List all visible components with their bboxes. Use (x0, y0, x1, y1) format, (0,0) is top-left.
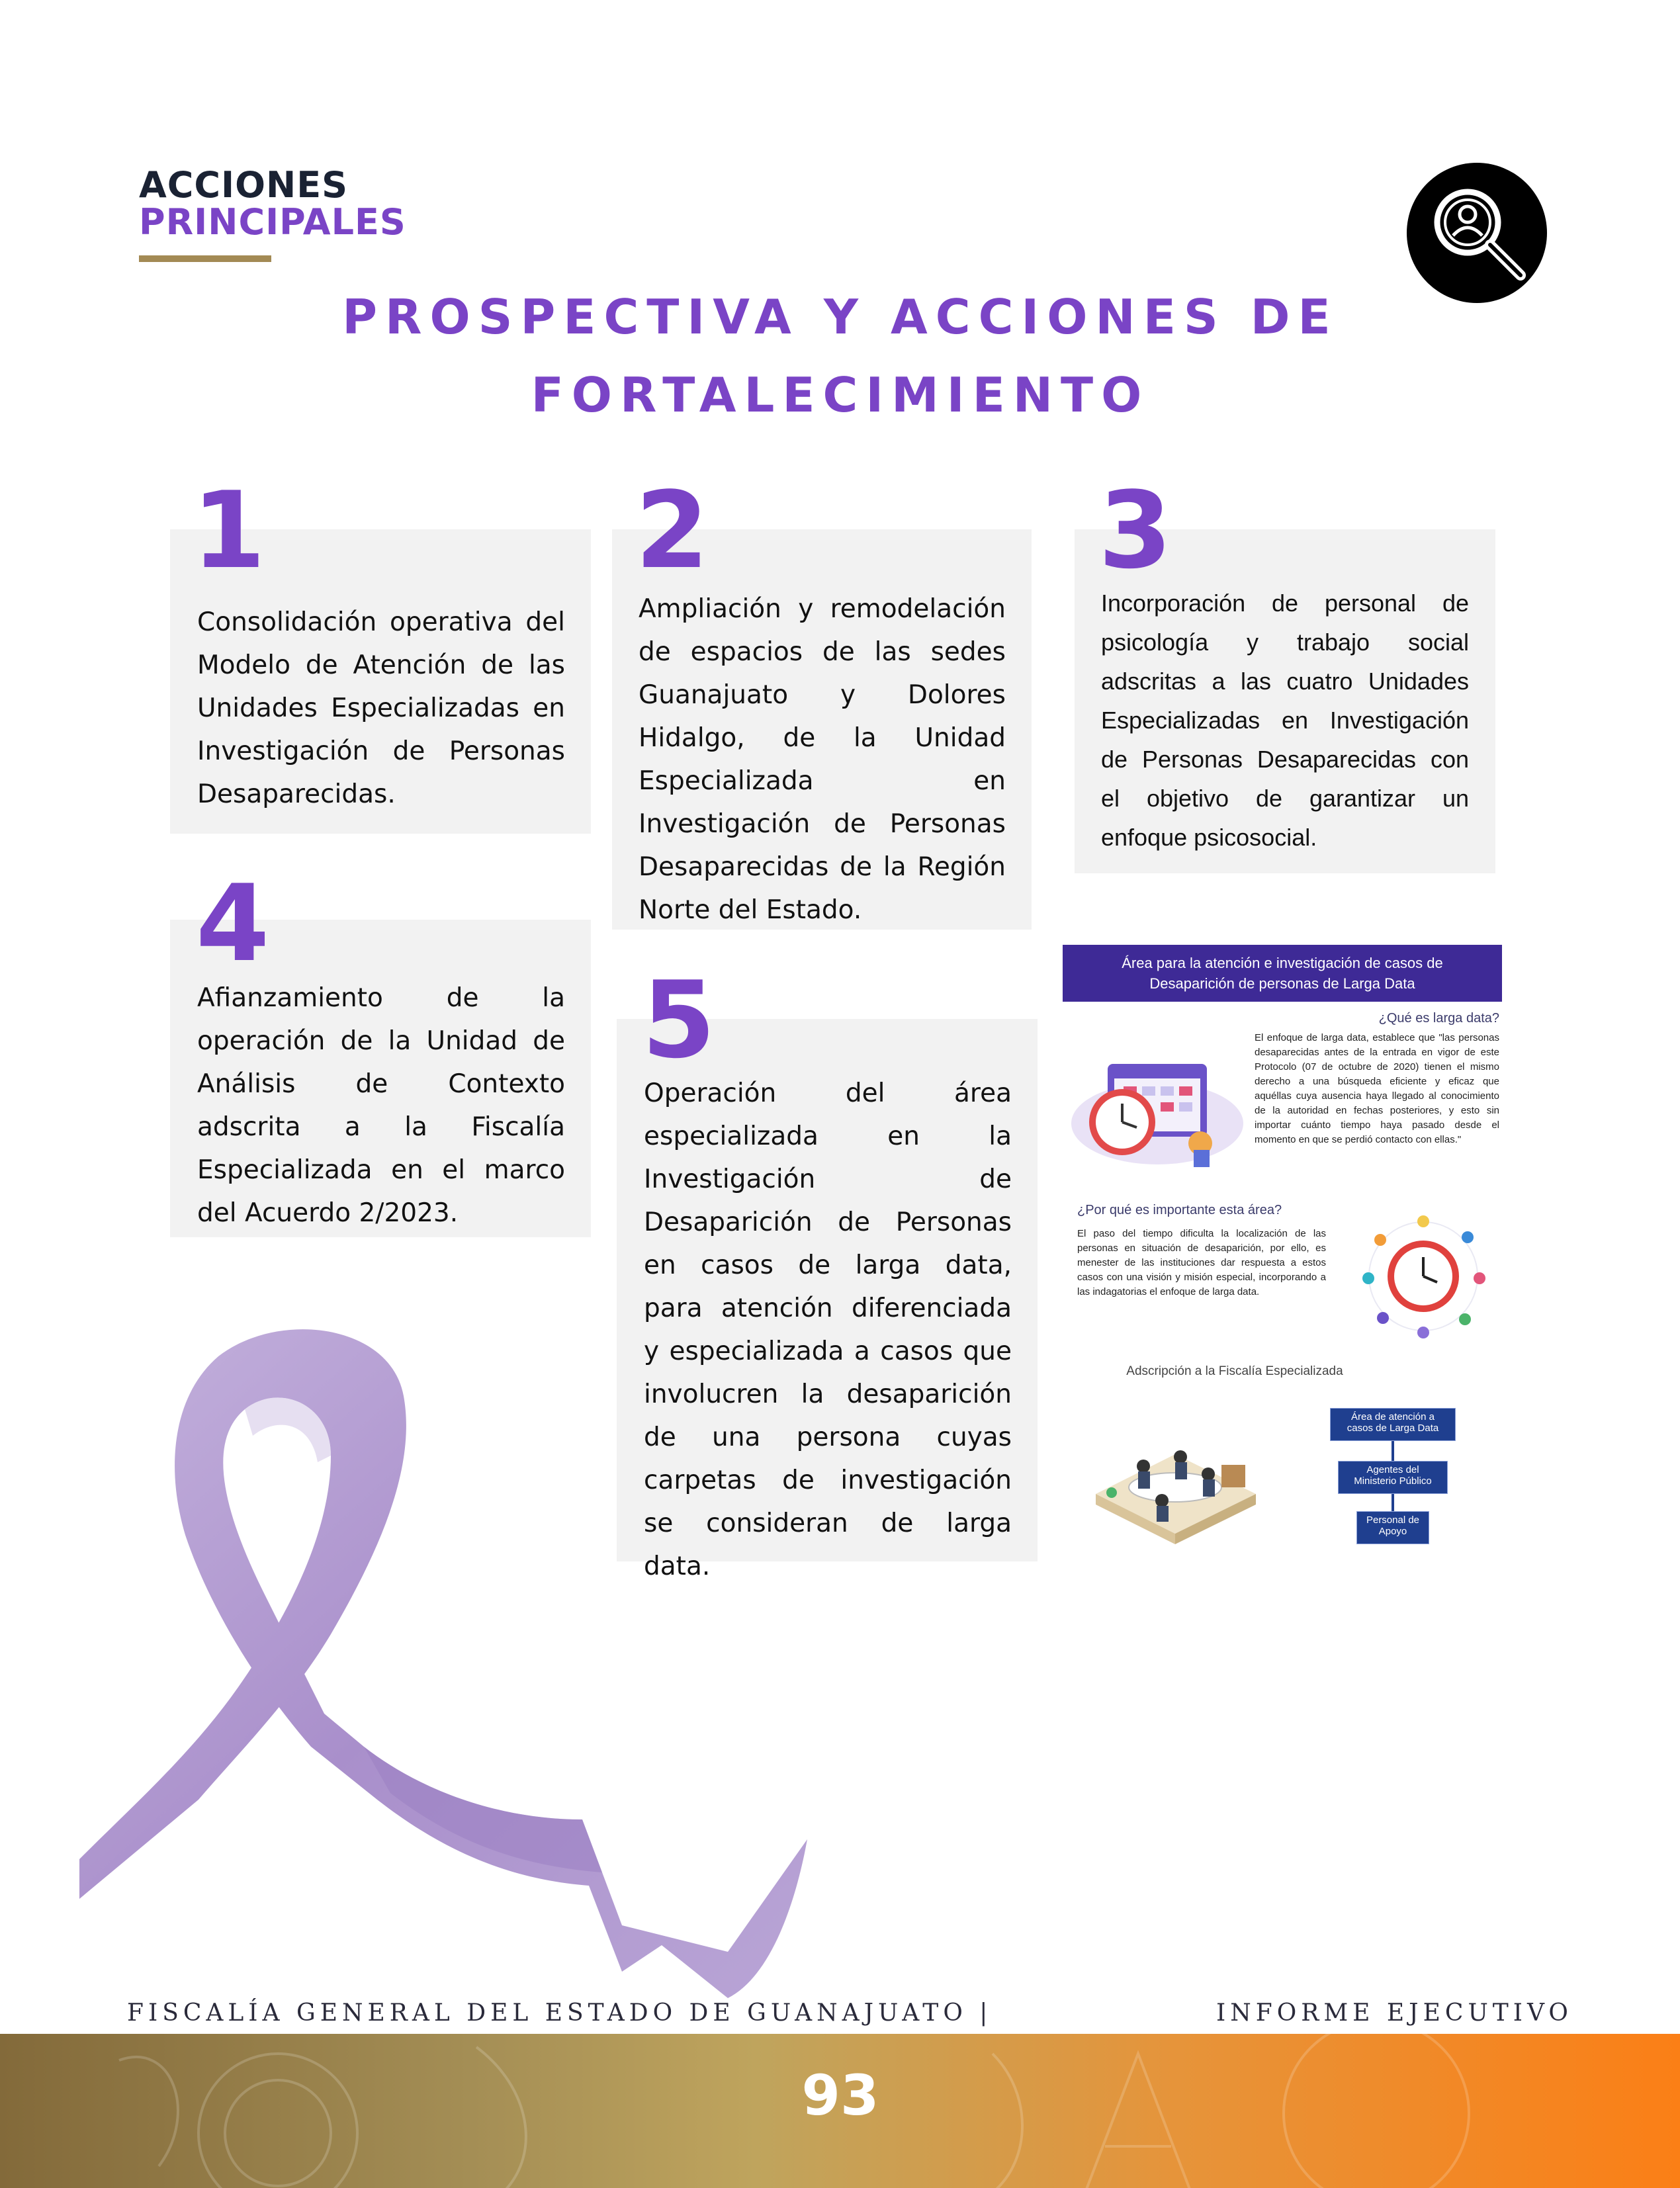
section-tag (139, 164, 406, 262)
org-box-ministerio-line2: Ministerio Público (1354, 1475, 1432, 1487)
section-tag-line2: PRINCIPALES (139, 201, 406, 243)
org-box-larga-data (1330, 1408, 1456, 1441)
card-text-5: Operación del área especializada en la Investigación de Desaparición de Personas en casos de larga data, para atención diferenciada y especializada a casos que involucren la desaparición de una persona cuyas carpetas de investigación se consideran de larga data. (644, 1078, 1012, 1581)
infographic-paragraph-2: El paso del tiempo dificulta la localización de las personas en situación de desaparición, por ello, es menester de las instituciones dar respuesta a estos casos con una visión y misión especial, incorporando a las indagatorias el enfoque de larga data. (1077, 1228, 1326, 1297)
awareness-ribbon-icon (79, 1317, 820, 2005)
card-number-4: 4 (196, 861, 270, 985)
page-number: 93 (801, 2063, 879, 2128)
org-box-personal-apoyo (1356, 1511, 1429, 1544)
card-text-2: Ampliación y remodelación de espacios de las sedes Guanajuato y Dolores Hidalgo, de la Unidad Especializada en Investigación de Personas Desaparecidas de la Región Norte del Estado. (639, 594, 1006, 925)
larga-data-infographic (1063, 945, 1502, 1553)
footer-institution: FISCALÍA GENERAL DEL ESTADO DE GUANAJUATO | (127, 1999, 993, 2027)
org-box-apoyo-line1: Personal de (1366, 1514, 1420, 1526)
org-box-larga-data-line1: Área de atención a (1351, 1411, 1435, 1422)
card-number-1: 1 (192, 468, 266, 592)
org-box-apoyo-line2: Apoyo (1378, 1526, 1407, 1537)
calendar-clock-illustration (1068, 1044, 1247, 1170)
card-text-4: Afianzamiento de la operación de la Unidad de Análisis de Contexto adscrita a la Fiscalía Especializada en el marco del Acuerdo 2/2023. (197, 983, 565, 1228)
infographic-subtitle: Adscripción a la Fiscalía Especializada (1126, 1364, 1343, 1378)
section-underline (139, 255, 271, 262)
org-box-ministerio-publico (1338, 1461, 1448, 1494)
org-box-ministerio-line1: Agentes del (1366, 1464, 1419, 1475)
infographic-paragraph-1: El enfoque de larga data, establece que "las personas desaparecidas antes de la entrada en vigor de este Protocolo (07 de octubre de 2020) tienen el mismo derecho a una búsqueda eficiente y eficaz que aquéllas cuya ausencia haya llegado al conocimiento de la autoridad en fechas posteriores, y esto sin importar cuánto tiempo haya pasado desde el momento en que se perdió contacto con ellas." (1255, 1032, 1499, 1145)
infographic-header (1063, 945, 1502, 1002)
page-title (199, 278, 1482, 434)
card-number-3: 3 (1098, 468, 1172, 592)
page-title-line1: PROSPECTIVA Y ACCIONES DE (342, 289, 1339, 345)
clock-icons-illustration (1354, 1207, 1493, 1346)
infographic-header-line2: Desaparición de personas de Larga Data (1149, 975, 1415, 992)
card-number-5: 5 (642, 958, 716, 1082)
card-text-1: Consolidación operativa del Modelo de Atención de las Unidades Especializadas en Investigación de Personas Desaparecidas. (197, 607, 565, 809)
card-text-3: Incorporación de personal de psicología y trabajo social adscritas a las cuatro Unidades Especializadas en Investigación de Personas Desaparecidas con el objetivo de garantizar un enfoque psicosocial. (1101, 590, 1469, 851)
infographic-question-2: ¿Por qué es importante esta área? (1077, 1203, 1282, 1217)
footer-report-title: INFORME EJECUTIVO (1216, 1999, 1573, 2027)
section-tag-line1: ACCIONES (139, 164, 349, 206)
card-number-2: 2 (635, 468, 709, 592)
infographic-header-line1: Área para la atención e investigación de casos de (1122, 955, 1443, 971)
org-box-larga-data-line2: casos de Larga Data (1347, 1422, 1439, 1434)
page-title-line2: FORTALECIMIENTO (531, 367, 1150, 423)
org-connector-1 (1392, 1441, 1394, 1461)
org-connector-2 (1392, 1494, 1394, 1511)
office-meeting-illustration (1083, 1408, 1268, 1547)
infographic-question-1: ¿Qué es larga data? (1378, 1011, 1499, 1026)
